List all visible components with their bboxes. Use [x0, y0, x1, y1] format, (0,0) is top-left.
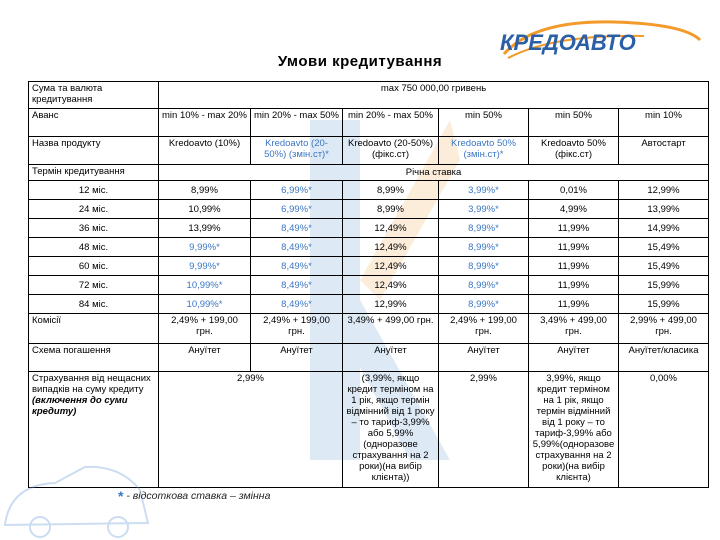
rate-cell: 12,49% — [343, 257, 439, 276]
rate-cell: 13,99% — [619, 200, 709, 219]
rate-cell: 3,99%* — [439, 200, 529, 219]
rate-cell: 8,49%* — [251, 295, 343, 314]
rate-cell: 12,49% — [343, 219, 439, 238]
avans-cell: min 50% — [439, 109, 529, 137]
term-cell: 72 міс. — [29, 276, 159, 295]
fee-cell: 3,49% + 499,00 грн. — [529, 314, 619, 344]
insurance-cell: (3,99%, якщо кредит терміном на 1 рік, якщо термін відмінний від 1 року – то тариф-3,99% або 5,99%(одноразове страхування на 2 роки)(на вибір клієнта)) — [343, 372, 439, 488]
rate-cell: 8,99%* — [439, 219, 529, 238]
row-avans — [29, 109, 709, 137]
fees-label: Комісії — [29, 314, 159, 344]
rate-cell: 12,49% — [343, 238, 439, 257]
rate-cell: 8,99% — [343, 200, 439, 219]
schedule-cell: Ануїтет — [159, 344, 251, 372]
rate-cell: 15,49% — [619, 257, 709, 276]
sum-label: Сума та валюта кредитування — [29, 82, 159, 109]
rate-cell: 11,99% — [529, 219, 619, 238]
table-row — [29, 200, 709, 219]
logo-text: КРЕДОАВТО — [500, 30, 636, 55]
schedule-cell: Ануїтет/класика — [619, 344, 709, 372]
rate-cell: 12,49% — [343, 276, 439, 295]
fee-cell: 2,49% + 199,00 грн. — [439, 314, 529, 344]
term-cell: 60 міс. — [29, 257, 159, 276]
rate-cell: 6,99%* — [251, 200, 343, 219]
rate-cell: 10,99% — [159, 200, 251, 219]
rate-cell: 11,99% — [529, 276, 619, 295]
footnote-text: - відсоткова ставка – змінна — [126, 490, 271, 502]
rate-cell: 8,49%* — [251, 257, 343, 276]
footnote-star: * — [118, 488, 124, 504]
rate-cell: 15,49% — [619, 238, 709, 257]
rate-cell: 9,99%* — [159, 238, 251, 257]
avans-cell: min 20% - max 50% — [251, 109, 343, 137]
row-term-header — [29, 165, 709, 181]
table-row — [29, 238, 709, 257]
rate-cell: 11,99% — [529, 238, 619, 257]
rate-cell: 11,99% — [529, 295, 619, 314]
insurance-cell: 0,00% — [619, 372, 709, 488]
fee-cell: 3,49% + 499,00 грн. — [343, 314, 439, 344]
row-fees — [29, 314, 709, 344]
term-cell: 24 міс. — [29, 200, 159, 219]
term-cell: 48 міс. — [29, 238, 159, 257]
schedule-cell: Ануїтет — [529, 344, 619, 372]
term-cell: 12 міс. — [29, 181, 159, 200]
rate-cell: 8,99%* — [439, 238, 529, 257]
product-cell: Kredoavto (20-50%) (змін.ст)* — [251, 137, 343, 165]
avans-cell: min 50% — [529, 109, 619, 137]
rate-cell: 10,99%* — [159, 276, 251, 295]
rate-cell: 8,99% — [159, 181, 251, 200]
product-cell: Kredoavto 50%(фікс.ст) — [529, 137, 619, 165]
product-label: Назва продукту — [29, 137, 159, 165]
sum-value: max 750 000,00 гривень — [159, 82, 709, 109]
rate-cell: 4,99% — [529, 200, 619, 219]
schedule-cell: Ануїтет — [343, 344, 439, 372]
avans-cell: min 20% - max 50% — [343, 109, 439, 137]
rate-cell: 13,99% — [159, 219, 251, 238]
avans-cell: min 10% - max 20% — [159, 109, 251, 137]
insurance-note: (включення до суми кредиту) — [32, 395, 128, 417]
row-product — [29, 137, 709, 165]
avans-label: Аванс — [29, 109, 159, 137]
insurance-label-text: Страхування від нещасних випадків на суму кредиту — [32, 373, 151, 395]
row-schedule — [29, 344, 709, 372]
footnote — [118, 488, 270, 504]
schedule-cell: Ануїтет — [251, 344, 343, 372]
schedule-label: Схема погашення — [29, 344, 159, 372]
rate-cell: 11,99% — [529, 257, 619, 276]
rate-label: Річна ставка — [159, 165, 709, 181]
rate-cell: 8,99%* — [439, 295, 529, 314]
table-row — [29, 257, 709, 276]
rate-cell: 12,99% — [619, 181, 709, 200]
rate-cell: 10,99%* — [159, 295, 251, 314]
insurance-cell: 2,99% — [439, 372, 529, 488]
rate-cell: 8,49%* — [251, 238, 343, 257]
rate-cell: 8,49%* — [251, 276, 343, 295]
table-row — [29, 181, 709, 200]
table-row — [29, 219, 709, 238]
product-cell: Автостарт — [619, 137, 709, 165]
product-cell: Kredoavto (10%) — [159, 137, 251, 165]
insurance-cell: 3,99%, якщо кредит терміном на 1 рік, якщо термін відмінний від 1 року – то тариф-3,99% або 5,99%(одноразове страхування на 2 роки)(на вибір клієнта) — [529, 372, 619, 488]
credit-conditions-table — [28, 81, 709, 488]
term-label: Термін кредитування — [29, 165, 159, 181]
rate-cell: 8,99% — [343, 181, 439, 200]
rate-cell: 8,99%* — [439, 257, 529, 276]
product-cell: Kredoavto (20-50%) (фікс.ст) — [343, 137, 439, 165]
rate-cell: 12,99% — [343, 295, 439, 314]
fee-cell: 2,49% + 199,00 грн. — [159, 314, 251, 344]
table-row — [29, 276, 709, 295]
product-cell: Kredoavto 50%(змін.ст)* — [439, 137, 529, 165]
fee-cell: 2,99% + 499,00 грн. — [619, 314, 709, 344]
rate-cell: 3,99%* — [439, 181, 529, 200]
rate-cell: 15,99% — [619, 276, 709, 295]
term-cell: 84 міс. — [29, 295, 159, 314]
rate-cell: 8,99%* — [439, 276, 529, 295]
page-title: Умови кредитування — [277, 53, 443, 70]
table-row — [29, 295, 709, 314]
rate-cell: 8,49%* — [251, 219, 343, 238]
row-sum — [29, 82, 709, 109]
term-cell: 36 міс. — [29, 219, 159, 238]
avans-cell: min 10% — [619, 109, 709, 137]
schedule-cell: Ануїтет — [439, 344, 529, 372]
rate-cell: 14,99% — [619, 219, 709, 238]
rate-cell: 15,99% — [619, 295, 709, 314]
rate-cell: 9,99%* — [159, 257, 251, 276]
rate-cell: 0,01% — [529, 181, 619, 200]
insurance-cell: 2,99% — [159, 372, 343, 488]
fee-cell: 2,49% + 199,00 грн. — [251, 314, 343, 344]
rate-cell: 6,99%* — [251, 181, 343, 200]
